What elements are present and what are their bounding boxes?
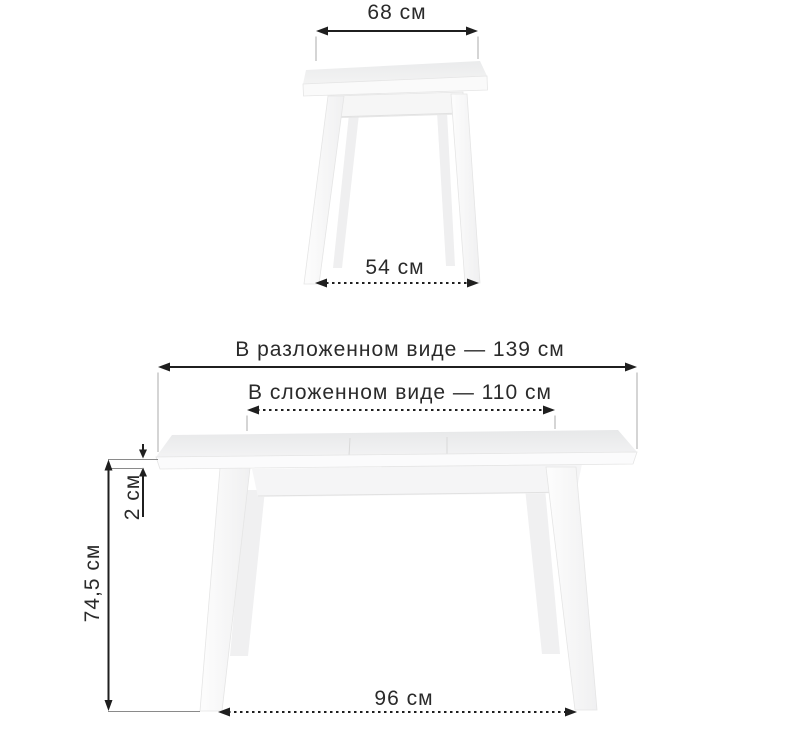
dimension-110 xyxy=(247,381,555,431)
arrowhead-2-down xyxy=(139,450,147,459)
thickness-label: 2 см xyxy=(121,473,144,521)
front-view-table-illustration xyxy=(156,430,637,711)
dimension-68 xyxy=(316,1,478,61)
arrowhead-139-left xyxy=(158,363,170,372)
arrowhead-height-up xyxy=(105,460,113,471)
height-label: 74,5 см xyxy=(81,543,104,623)
arrowhead-68-right xyxy=(466,27,478,36)
arrowhead-height-down xyxy=(105,700,113,711)
dimension-2 xyxy=(108,444,158,520)
unfolded-width-label: В разложенном виде — 139 см xyxy=(235,338,565,361)
leg-span-label: 96 см xyxy=(374,687,434,710)
side-width-label: 68 см xyxy=(367,1,427,24)
side-depth-label: 54 см xyxy=(365,256,425,279)
side-front-right-leg xyxy=(451,94,480,283)
dimension-96 xyxy=(218,687,577,717)
arrowhead-110-right xyxy=(543,406,555,415)
front-view xyxy=(81,338,637,717)
side-view xyxy=(303,1,488,288)
side-view-table-illustration xyxy=(303,61,488,284)
folded-width-label: В сложенном виде — 110 см xyxy=(248,381,552,404)
side-rear-right-leg xyxy=(437,112,455,266)
arrowhead-139-right xyxy=(625,363,637,372)
arrowhead-110-left xyxy=(247,406,259,415)
arrowhead-68-left xyxy=(316,27,328,36)
